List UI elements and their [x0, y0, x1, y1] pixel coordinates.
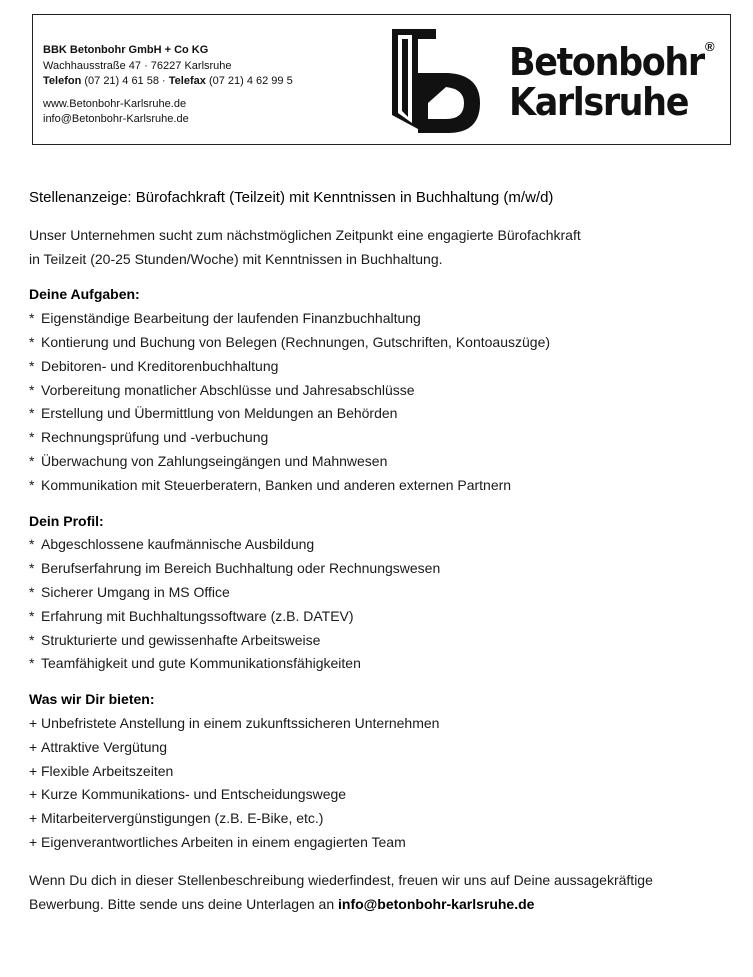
profile-item-text: Erfahrung mit Buchhaltungssoftware (z.B. DATEV) [41, 607, 354, 624]
list-bullet: * [29, 405, 35, 422]
offer-item-text: Kurze Kommunikations- und Entscheidungswege [41, 786, 347, 803]
company-phone-fax [43, 74, 293, 90]
list-bullet: * [29, 476, 35, 493]
company-email: info@Betonbohr-Karlsruhe.de [43, 113, 189, 125]
task-item [29, 450, 739, 474]
task-item-text: Überwachung von Zahlungseingängen und Mahnwesen [41, 452, 388, 469]
fax-number: (07 21) 4 62 99 5 [208, 75, 293, 87]
phone-number: (07 21) 4 61 58 [84, 75, 159, 87]
offers-list [29, 712, 739, 855]
list-bullet: + [29, 738, 38, 755]
intro-line-2: in Teilzeit (20-25 Stunden/Woche) mit Kenntnissen in Buchhaltung. [29, 250, 443, 267]
list-bullet: + [29, 810, 38, 827]
offer-item-text: Mitarbeitervergünstigungen (z.B. E-Bike, etc.) [41, 810, 324, 827]
job-ad-body [29, 186, 739, 916]
list-bullet: * [29, 333, 35, 350]
list-bullet: * [29, 607, 35, 624]
list-bullet: * [29, 536, 35, 553]
offer-item [29, 831, 739, 855]
tasks-list [29, 307, 739, 497]
offer-item [29, 783, 739, 807]
fax-label: Telefax [168, 75, 206, 87]
task-item [29, 402, 739, 426]
task-item [29, 474, 739, 498]
company-logo-icon [388, 25, 483, 137]
task-item-text: Eigenständige Bearbeitung der laufenden Finanzbuchhaltung [41, 310, 421, 327]
offer-item [29, 712, 739, 736]
offer-item [29, 736, 739, 760]
ad-title: Stellenanzeige: Bürofachkraft (Teilzeit) mit Kenntnissen in Buchhaltung (m/w/d) [29, 189, 554, 206]
profile-item-text: Sicherer Umgang in MS Office [41, 583, 230, 600]
task-item [29, 379, 739, 403]
registered-mark: ® [705, 39, 715, 54]
list-bullet: * [29, 357, 35, 374]
task-item-text: Kontierung und Buchung von Belegen (Rechnungen, Gutschriften, Kontoauszüge) [41, 333, 551, 350]
list-bullet: * [29, 560, 35, 577]
list-bullet: * [29, 452, 35, 469]
list-bullet: * [29, 631, 35, 648]
logo-line-2: Karlsruhe [509, 80, 689, 124]
task-item [29, 355, 739, 379]
task-item [29, 307, 739, 331]
offer-item-text: Unbefristete Anstellung in einem zukunftssicheren Unternehmen [41, 714, 440, 731]
profile-item-text: Strukturierte und gewissenhafte Arbeitsweise [41, 631, 321, 648]
list-bullet: * [29, 655, 35, 672]
logo-line-1: Betonbohr [509, 40, 704, 84]
task-item-text: Rechnungsprüfung und -verbuchung [41, 429, 269, 446]
tasks-heading: Deine Aufgaben: [29, 286, 140, 303]
task-item-text: Erstellung und Übermittlung von Meldungen an Behörden [41, 405, 398, 422]
list-bullet: * [29, 381, 35, 398]
task-item-text: Kommunikation mit Steuerberatern, Banken und anderen externen Partnern [41, 476, 512, 493]
offer-item [29, 760, 739, 784]
company-address: Wachhausstraße 47 · 76227 Karlsruhe [43, 59, 232, 72]
company-name: BBK Betonbohr GmbH + Co KG [43, 44, 209, 56]
offer-item [29, 807, 739, 831]
phone-label: Telefon [43, 75, 82, 87]
closing-line-2 [29, 893, 739, 917]
offer-heading: Was wir Dir bieten: [29, 691, 155, 708]
closing-line-2-text: Bewerbung. Bitte sende uns deine Unterlagen an [29, 895, 338, 912]
profile-list [29, 533, 739, 676]
company-info [43, 43, 293, 128]
closing-line-1: Wenn Du dich in dieser Stellenbeschreibung wiederfindest, freuen wir uns auf Deine aussagekräftige [29, 871, 653, 888]
separator: · [162, 75, 166, 87]
letterhead [32, 14, 731, 145]
application-email-link[interactable]: info@betonbohr-karlsruhe.de [338, 895, 535, 912]
list-bullet: * [29, 310, 35, 327]
closing-text [29, 869, 739, 917]
list-bullet: + [29, 762, 38, 779]
profile-item [29, 629, 739, 653]
list-bullet: * [29, 583, 35, 600]
list-bullet: + [29, 714, 38, 731]
profile-item [29, 533, 739, 557]
profile-item [29, 557, 739, 581]
task-item-text: Debitoren- und Kreditorenbuchhaltung [41, 357, 279, 374]
list-bullet: + [29, 833, 38, 850]
profile-item-text: Abgeschlossene kaufmännische Ausbildung [41, 536, 315, 553]
task-item [29, 331, 739, 355]
profile-item-text: Teamfähigkeit und gute Kommunikationsfähigkeiten [41, 655, 361, 672]
task-item [29, 426, 739, 450]
profile-item-text: Berufserfahrung im Bereich Buchhaltung oder Rechnungswesen [41, 560, 441, 577]
profile-item [29, 652, 739, 676]
intro-line-1: Unser Unternehmen sucht zum nächstmöglichen Zeitpunkt eine engagierte Bürofachkraft [29, 226, 581, 243]
list-bullet: + [29, 786, 38, 803]
company-logo-wordmark [509, 42, 704, 122]
offer-item-text: Flexible Arbeitszeiten [41, 762, 174, 779]
company-website: www.Betonbohr-Karlsruhe.de [43, 97, 187, 110]
profile-heading: Dein Profil: [29, 512, 104, 529]
offer-item-text: Attraktive Vergütung [41, 738, 168, 755]
list-bullet: * [29, 429, 35, 446]
profile-item [29, 581, 739, 605]
offer-item-text: Eigenverantwortliches Arbeiten in einem engagierten Team [41, 833, 406, 850]
profile-item [29, 605, 739, 629]
task-item-text: Vorbereitung monatlicher Abschlüsse und Jahresabschlüsse [41, 381, 415, 398]
